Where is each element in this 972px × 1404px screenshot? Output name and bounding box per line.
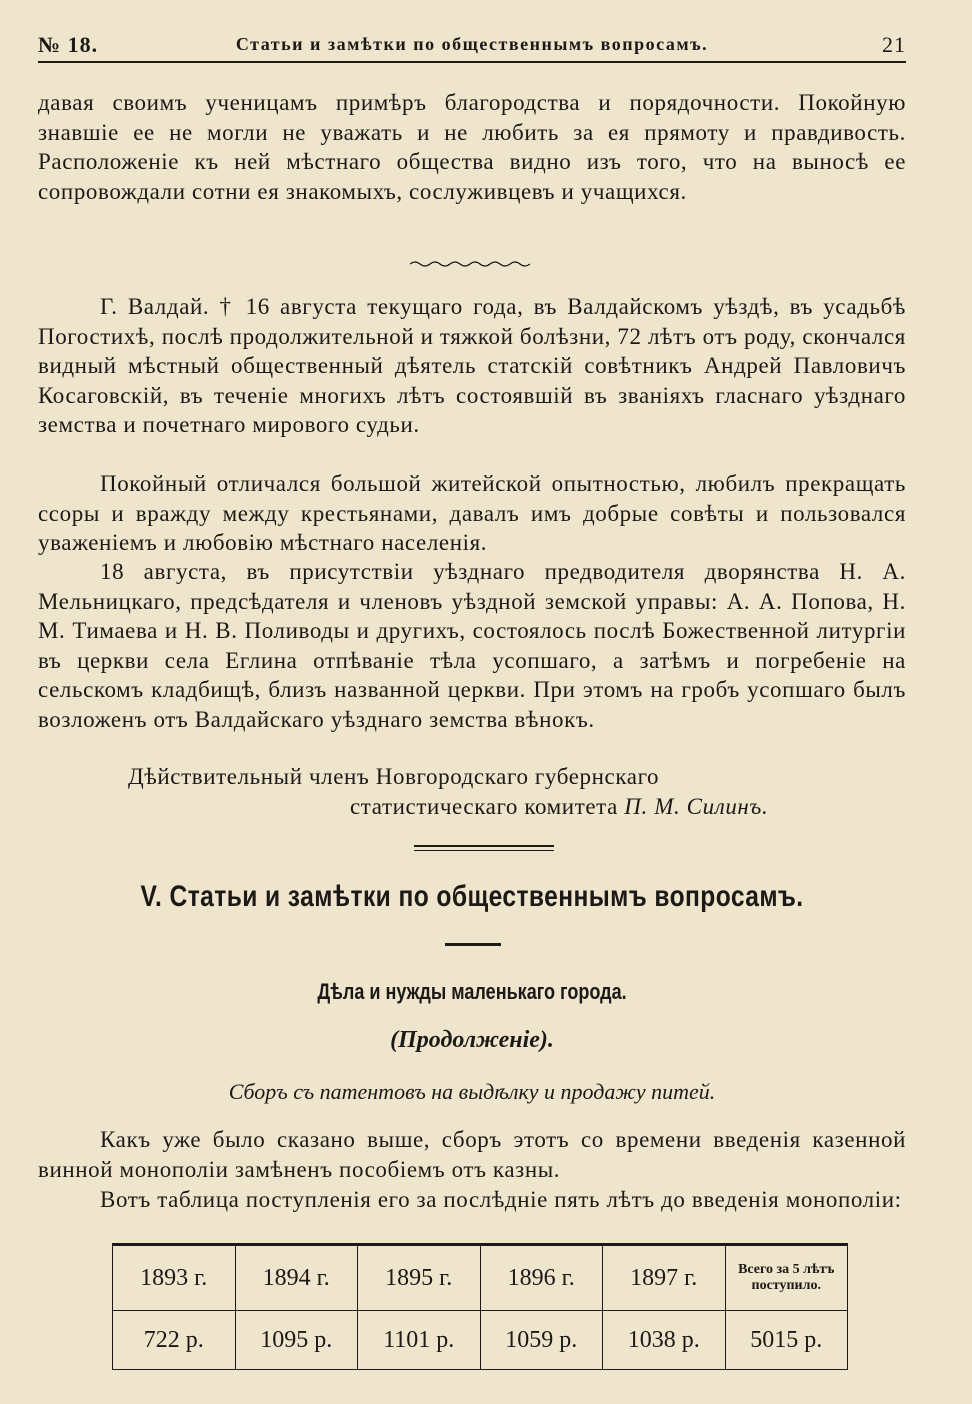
running-title: Статьи и замѣтки по общественнымъ вопросамъ.: [235, 34, 709, 54]
table-header-cell: 1893 г.: [113, 1245, 236, 1311]
table-cell: 722 р.: [113, 1311, 236, 1370]
table-cell-total: 5015 р.: [725, 1311, 848, 1370]
subheading: Сборъ съ патентовъ на выдѣлку и продажу питей.: [228, 1079, 716, 1104]
section-title: V. Статьи и замѣтки по общественнымъ вопросамъ.: [140, 880, 804, 913]
table-cell: 1095 р.: [235, 1311, 358, 1370]
continued-label: (Продолженіе).: [390, 1027, 554, 1053]
paragraph-character: Покойный отличался большой житейской опытностью, любилъ прекращать ссоры и вражду между крестьянами, давалъ имъ добрые совѣты и пользовался уваженіемъ и любовію мѣстнаго населенія.: [38, 471, 906, 555]
signature-author: П. М. Силинъ.: [624, 794, 769, 819]
table-header-cell: 1895 г.: [358, 1245, 481, 1311]
signature-line-2: [350, 794, 768, 820]
header-rule: [38, 61, 906, 63]
signature-committee: статистическаго комитета: [350, 794, 618, 819]
paragraph-valdai: Г. Валдай. † 16 августа текущаго года, въ Валдайскомъ уѣздѣ, въ усадьбѣ Погостихѣ, послѣ продолжительной и тяжкой болѣзни, 72 лѣтъ отъ роду, скончался видный мѣстный общественный дѣятель статскій совѣтникъ Андрей Павловичъ Косаговскій, въ теченіе многихъ лѣтъ состоявшій въ званіяхъ гласнаго уѣзднаго земства и почетнаго мирового судьи.: [38, 294, 906, 437]
page-number: 21: [882, 32, 906, 57]
wavy-divider: [410, 259, 530, 269]
page-header: [38, 32, 906, 62]
table-cell: 1038 р.: [603, 1311, 726, 1370]
table-header-cell: 1897 г.: [603, 1245, 726, 1311]
table-cell: 1101 р.: [358, 1311, 481, 1370]
double-rule-divider: [414, 845, 554, 851]
table-header-row: [113, 1245, 848, 1311]
paragraph-1: давая своимъ ученицамъ примѣръ благородства и порядочности. Покойную знавшіе ее не могли не уважать и не любить за ея прямоту и правдивость. Расположеніе къ ней мѣстнаго общества видно изъ того, что на выносѣ ее сопровождали сотни ея знакомыхъ, сослуживцевъ и учащихся.: [38, 90, 906, 204]
article-title: Дѣла и нужды маленькаго города.: [317, 979, 627, 1004]
signature-line-1: Дѣйствительный членъ Новгородскаго губернскаго: [128, 764, 660, 789]
table-header-cell: 1896 г.: [480, 1245, 603, 1311]
short-rule: [445, 943, 501, 946]
table-cell: 1059 р.: [480, 1311, 603, 1370]
paragraph-funeral: 18 августа, въ присутствіи уѣзднаго предводителя дворянства Н. А. Мельницкаго, предсѣдателя и членовъ уѣздной земской управы: А. А. Попова, Н. М. Тимаева и Н. В. Поливоды и другихъ, состоялось послѣ Божественной литургіи въ церкви села Еглина отпѣваніе тѣла усопшаго, а затѣмъ и погребеніе на сельскомъ кладбищѣ, близъ названной церкви. При этомъ на гробъ усопшаго былъ возложенъ отъ Валдайскаго уѣзднаго земства вѣнокъ.: [38, 559, 906, 732]
revenue-table: [112, 1243, 848, 1370]
table-header-cell: 1894 г.: [235, 1245, 358, 1311]
issue-number: № 18.: [38, 32, 99, 57]
table-header-total: Всего за 5 лѣтъ поступило.: [725, 1245, 848, 1311]
paragraph-table-intro: Вотъ таблица поступленія его за послѣдніе пять лѣтъ до введенія монополіи:: [100, 1187, 902, 1212]
table-row: [113, 1311, 848, 1370]
paragraph-monopoly: Какъ уже было сказано выше, сборъ этотъ со времени введенія казенной винной монополіи замѣненъ пособіемъ отъ казны.: [38, 1127, 906, 1182]
